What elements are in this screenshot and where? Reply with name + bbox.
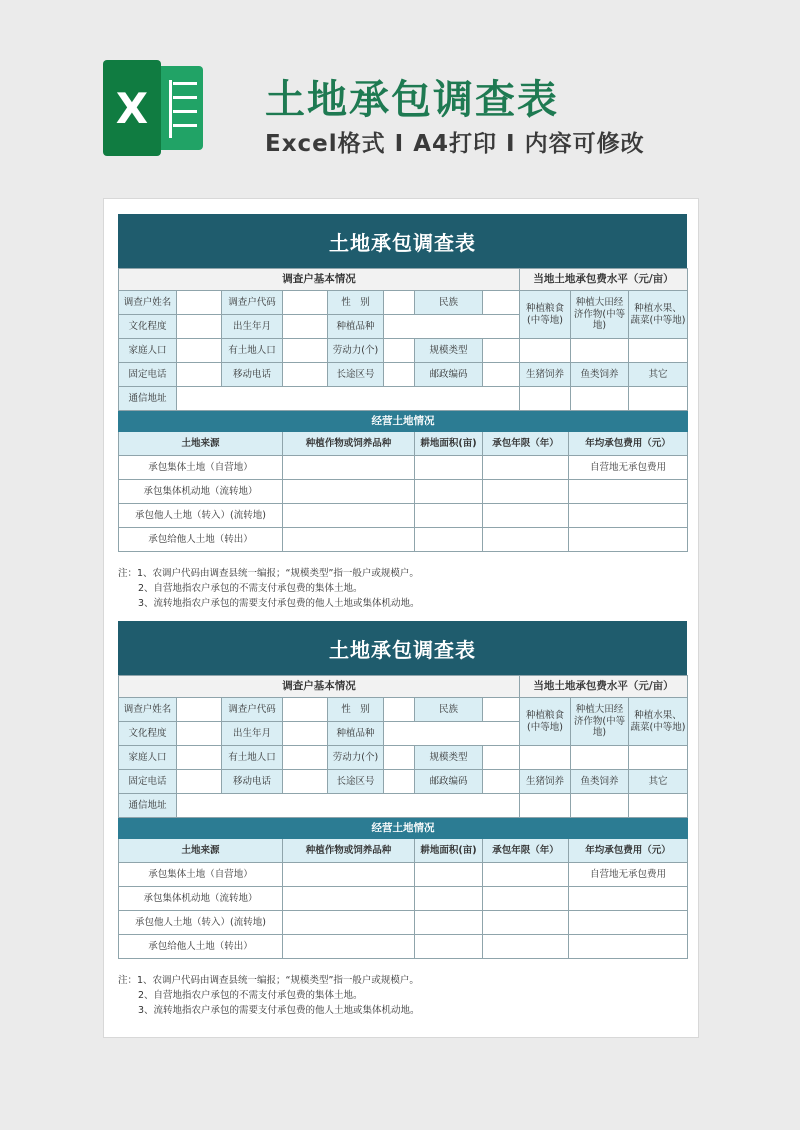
field-label: 移动电话 — [222, 363, 283, 387]
fee-value[interactable] — [520, 387, 571, 411]
document-paper — [103, 198, 699, 1038]
page-title: 土地承包调查表 — [265, 77, 559, 123]
table-row — [119, 935, 688, 959]
field-label: 固定电话 — [119, 363, 177, 387]
cell[interactable] — [415, 528, 483, 552]
land-source: 承包集体机动地（流转地） — [119, 887, 283, 911]
fee-value[interactable] — [571, 746, 629, 770]
field-value[interactable] — [384, 698, 415, 722]
field-label: 调查户姓名 — [119, 698, 177, 722]
land-table — [118, 411, 688, 552]
basic-info-table — [118, 675, 688, 818]
field-label: 劳动力(个) — [328, 339, 384, 363]
col-header: 种植作物或饲养品种 — [283, 839, 415, 863]
cell[interactable] — [483, 863, 569, 887]
cell[interactable] — [283, 887, 415, 911]
land-fee[interactable]: 自营地无承包费用 — [569, 456, 688, 480]
fee-value[interactable] — [629, 387, 688, 411]
col-header: 种植作物或饲养品种 — [283, 432, 415, 456]
field-value[interactable] — [384, 722, 520, 746]
basic-info-header: 调查户基本情况 — [119, 269, 520, 291]
note-line: 2、自营地指农户承包的不需支付承包费的集体土地。 — [138, 583, 363, 594]
cell[interactable] — [415, 935, 483, 959]
field-value[interactable] — [177, 315, 222, 339]
fee-col-grain: 种植粮食(中等地) — [520, 291, 571, 339]
fee-value[interactable] — [629, 339, 688, 363]
notes — [118, 566, 687, 611]
field-value[interactable] — [483, 698, 520, 722]
field-label: 出生年月 — [222, 722, 283, 746]
fee-col-fruit-veg: 种植水果、蔬菜(中等地) — [629, 698, 688, 746]
land-source: 承包他人土地（转入）(流转地) — [119, 911, 283, 935]
fee-col-pig: 生猪饲养 — [520, 363, 571, 387]
land-source: 承包给他人土地（转出） — [119, 528, 283, 552]
fee-col-grain: 种植粮食(中等地) — [520, 698, 571, 746]
field-value[interactable] — [283, 315, 328, 339]
field-label: 调查户代码 — [222, 291, 283, 315]
note-line: 3、流转地指农户承包的需要支付承包费的他人土地或集体机动地。 — [138, 1005, 420, 1016]
cell[interactable] — [415, 504, 483, 528]
field-label: 邮政编码 — [415, 363, 483, 387]
cell[interactable] — [483, 504, 569, 528]
table-row — [119, 911, 688, 935]
field-value[interactable] — [283, 339, 328, 363]
land-fee[interactable] — [569, 480, 688, 504]
cell[interactable] — [415, 863, 483, 887]
field-value[interactable] — [283, 698, 328, 722]
land-fee[interactable] — [569, 528, 688, 552]
cell[interactable] — [283, 504, 415, 528]
field-label: 有土地人口 — [222, 339, 283, 363]
fee-value[interactable] — [571, 794, 629, 818]
field-label: 民族 — [415, 698, 483, 722]
land-source: 承包他人土地（转入）(流转地) — [119, 504, 283, 528]
field-value[interactable] — [483, 291, 520, 315]
field-value[interactable] — [384, 746, 415, 770]
fee-value[interactable] — [571, 387, 629, 411]
cell[interactable] — [283, 480, 415, 504]
land-source: 承包集体土地（自营地） — [119, 863, 283, 887]
cell[interactable] — [415, 911, 483, 935]
field-label: 家庭人口 — [119, 746, 177, 770]
field-label: 文化程度 — [119, 315, 177, 339]
page-subtitle: Excel格式 I A4打印 I 内容可修改 — [265, 131, 645, 157]
land-fee[interactable]: 自营地无承包费用 — [569, 863, 688, 887]
field-value[interactable] — [384, 339, 415, 363]
note-line: 注：1、农调户代码由调查县统一编报；“规模类型”指一般户或规模户。 — [118, 975, 419, 986]
field-label: 种植品种 — [328, 722, 384, 746]
field-label: 劳动力(个) — [328, 746, 384, 770]
field-value[interactable] — [177, 722, 222, 746]
field-label: 调查户姓名 — [119, 291, 177, 315]
fee-col-other: 其它 — [629, 363, 688, 387]
field-label: 家庭人口 — [119, 339, 177, 363]
notes — [118, 973, 687, 1018]
land-fee[interactable] — [569, 935, 688, 959]
field-label: 种植品种 — [328, 315, 384, 339]
field-label: 长途区号 — [328, 363, 384, 387]
field-value[interactable] — [483, 363, 520, 387]
form-title: 土地承包调查表 — [118, 214, 687, 268]
field-label: 通信地址 — [119, 387, 177, 411]
land-source: 承包集体机动地（流转地） — [119, 480, 283, 504]
field-value[interactable] — [283, 363, 328, 387]
excel-logo-icon: X — [103, 60, 203, 156]
cell[interactable] — [483, 480, 569, 504]
col-header: 年均承包费用（元） — [569, 839, 688, 863]
field-label: 固定电话 — [119, 770, 177, 794]
cell[interactable] — [483, 528, 569, 552]
fee-value[interactable] — [520, 794, 571, 818]
table-row — [119, 480, 688, 504]
note-line: 2、自营地指农户承包的不需支付承包费的集体土地。 — [138, 990, 363, 1001]
address-value[interactable] — [177, 794, 520, 818]
land-fee[interactable] — [569, 504, 688, 528]
field-value[interactable] — [177, 291, 222, 315]
land-source: 承包集体土地（自营地） — [119, 456, 283, 480]
field-value[interactable] — [384, 315, 520, 339]
field-label: 出生年月 — [222, 315, 283, 339]
fee-col-fish: 鱼类饲养 — [571, 363, 629, 387]
field-label: 文化程度 — [119, 722, 177, 746]
land-section-header: 经营土地情况 — [119, 412, 688, 432]
col-header: 土地来源 — [119, 432, 283, 456]
cell[interactable] — [483, 911, 569, 935]
cell[interactable] — [483, 887, 569, 911]
land-section-header: 经营土地情况 — [119, 819, 688, 839]
land-table — [118, 818, 688, 959]
field-label: 规模类型 — [415, 746, 483, 770]
survey-form-1 — [118, 214, 687, 611]
table-row — [119, 456, 688, 480]
fee-col-cash-crop: 种植大田经济作物(中等地) — [571, 698, 629, 746]
field-value[interactable] — [177, 770, 222, 794]
fee-col-other: 其它 — [629, 770, 688, 794]
fee-value[interactable] — [629, 794, 688, 818]
cell[interactable] — [415, 887, 483, 911]
field-value[interactable] — [177, 339, 222, 363]
fee-col-pig: 生猪饲养 — [520, 770, 571, 794]
fee-col-cash-crop: 种植大田经济作物(中等地) — [571, 291, 629, 339]
field-label: 通信地址 — [119, 794, 177, 818]
basic-info-table — [118, 268, 688, 411]
form-title: 土地承包调查表 — [118, 621, 687, 675]
col-header: 耕地面积(亩) — [415, 432, 483, 456]
field-value[interactable] — [177, 746, 222, 770]
field-label: 有土地人口 — [222, 746, 283, 770]
col-header: 耕地面积(亩) — [415, 839, 483, 863]
field-value[interactable] — [384, 770, 415, 794]
col-header: 土地来源 — [119, 839, 283, 863]
page-header — [0, 0, 800, 190]
cell[interactable] — [283, 528, 415, 552]
basic-info-header: 调查户基本情况 — [119, 676, 520, 698]
field-value[interactable] — [283, 291, 328, 315]
fee-col-fish: 鱼类饲养 — [571, 770, 629, 794]
fee-value[interactable] — [520, 339, 571, 363]
address-value[interactable] — [177, 387, 520, 411]
field-value[interactable] — [384, 291, 415, 315]
cell[interactable] — [283, 911, 415, 935]
field-value[interactable] — [483, 770, 520, 794]
fee-level-header: 当地土地承包费水平（元/亩） — [520, 676, 688, 698]
cell[interactable] — [283, 863, 415, 887]
field-label: 民族 — [415, 291, 483, 315]
note-line: 3、流转地指农户承包的需要支付承包费的他人土地或集体机动地。 — [138, 598, 420, 609]
field-value[interactable] — [283, 722, 328, 746]
field-value[interactable] — [177, 698, 222, 722]
field-label: 长途区号 — [328, 770, 384, 794]
cell[interactable] — [483, 935, 569, 959]
fee-col-fruit-veg: 种植水果、蔬菜(中等地) — [629, 291, 688, 339]
field-value[interactable] — [283, 770, 328, 794]
field-label: 规模类型 — [415, 339, 483, 363]
cell[interactable] — [283, 935, 415, 959]
field-label: 性 别 — [328, 291, 384, 315]
col-header: 承包年限（年） — [483, 839, 569, 863]
fee-value[interactable] — [520, 746, 571, 770]
table-row — [119, 504, 688, 528]
fee-level-header: 当地土地承包费水平（元/亩） — [520, 269, 688, 291]
cell[interactable] — [483, 456, 569, 480]
survey-form-2 — [118, 621, 687, 1018]
cell[interactable] — [415, 480, 483, 504]
table-row — [119, 887, 688, 911]
land-fee[interactable] — [569, 887, 688, 911]
cell[interactable] — [283, 456, 415, 480]
col-header: 年均承包费用（元） — [569, 432, 688, 456]
note-line: 注：1、农调户代码由调查县统一编报；“规模类型”指一般户或规模户。 — [118, 568, 419, 579]
fee-value[interactable] — [629, 746, 688, 770]
fee-value[interactable] — [571, 339, 629, 363]
field-value[interactable] — [177, 363, 222, 387]
field-value[interactable] — [483, 339, 520, 363]
field-label: 性 别 — [328, 698, 384, 722]
field-label: 移动电话 — [222, 770, 283, 794]
field-value[interactable] — [283, 746, 328, 770]
table-row — [119, 528, 688, 552]
field-value[interactable] — [483, 746, 520, 770]
land-fee[interactable] — [569, 911, 688, 935]
col-header: 承包年限（年） — [483, 432, 569, 456]
field-label: 邮政编码 — [415, 770, 483, 794]
table-row — [119, 863, 688, 887]
field-label: 调查户代码 — [222, 698, 283, 722]
land-source: 承包给他人土地（转出） — [119, 935, 283, 959]
cell[interactable] — [415, 456, 483, 480]
field-value[interactable] — [384, 363, 415, 387]
